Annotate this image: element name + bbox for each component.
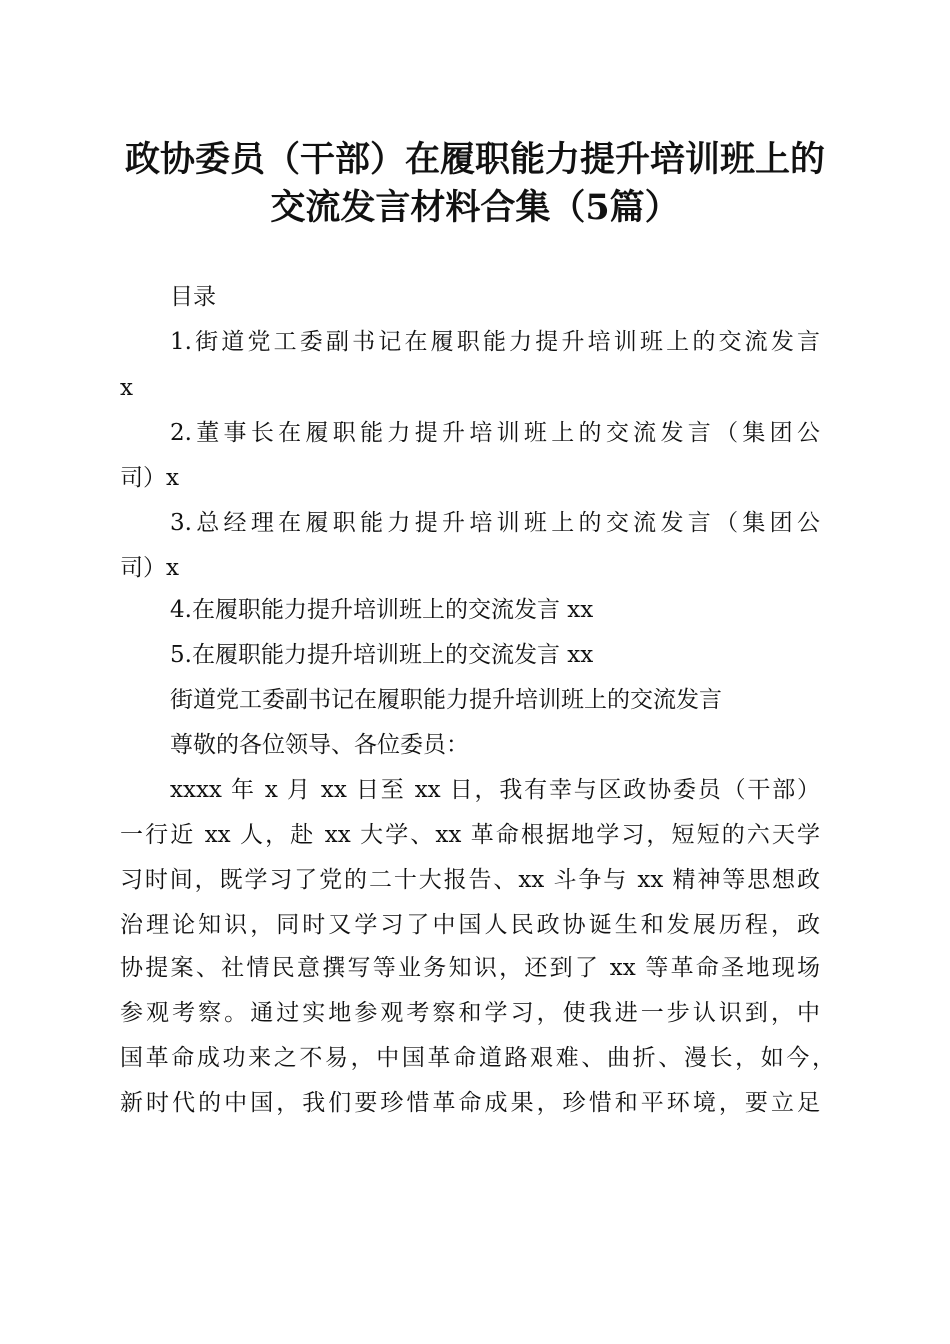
- paragraph-line: 协提案、社情民意撰写等业务知识，还到了 xx 等革命圣地现场: [120, 955, 820, 981]
- paragraph-line: 治理论知识，同时又学习了中国人民政协诞生和发展历程，政: [120, 912, 820, 938]
- salutation: 尊敬的各位领导、各位委员：: [170, 732, 469, 758]
- toc-item-4: 4.在履职能力提升培训班上的交流发言 xx: [170, 597, 594, 623]
- toc-item-3-cont: 司）x: [120, 555, 179, 581]
- paragraph-line: 一行近 xx 人，赴 xx 大学、xx 革命根据地学习，短短的六天学: [120, 822, 820, 848]
- toc-item-2-cont: 司）x: [120, 465, 179, 491]
- paragraph-line: 习时间，既学习了党的二十大报告、xx 斗争与 xx 精神等思想政: [120, 867, 820, 893]
- toc-item-5: 5.在履职能力提升培训班上的交流发言 xx: [170, 642, 594, 668]
- title-line-1: 政协委员（干部）在履职能力提升培训班上的: [124, 139, 825, 180]
- section-title: 街道党工委副书记在履职能力提升培训班上的交流发言: [170, 687, 722, 713]
- toc-heading: 目录: [170, 284, 216, 310]
- toc-item-3: 3.总经理在履职能力提升培训班上的交流发言（集团公: [170, 510, 820, 536]
- title-line-2: 交流发言材料合集（5篇）: [270, 187, 680, 228]
- paragraph-line: 国革命成功来之不易，中国革命道路艰难、曲折、漫长，如今，: [120, 1045, 835, 1071]
- toc-item-1-page: x: [120, 375, 133, 401]
- paragraph-line: 新时代的中国，我们要珍惜革命成果，珍惜和平环境，要立足: [120, 1090, 820, 1116]
- toc-item-2: 2.董事长在履职能力提升培训班上的交流发言（集团公: [170, 420, 820, 446]
- paragraph-line: xxxx 年 x 月 xx 日至 xx 日，我有幸与区政协委员（干部）: [170, 777, 820, 803]
- paragraph-line: 参观考察。通过实地参观考察和学习，使我进一步认识到，中: [120, 1000, 820, 1026]
- toc-item-1: 1.街道党工委副书记在履职能力提升培训班上的交流发言: [170, 329, 820, 355]
